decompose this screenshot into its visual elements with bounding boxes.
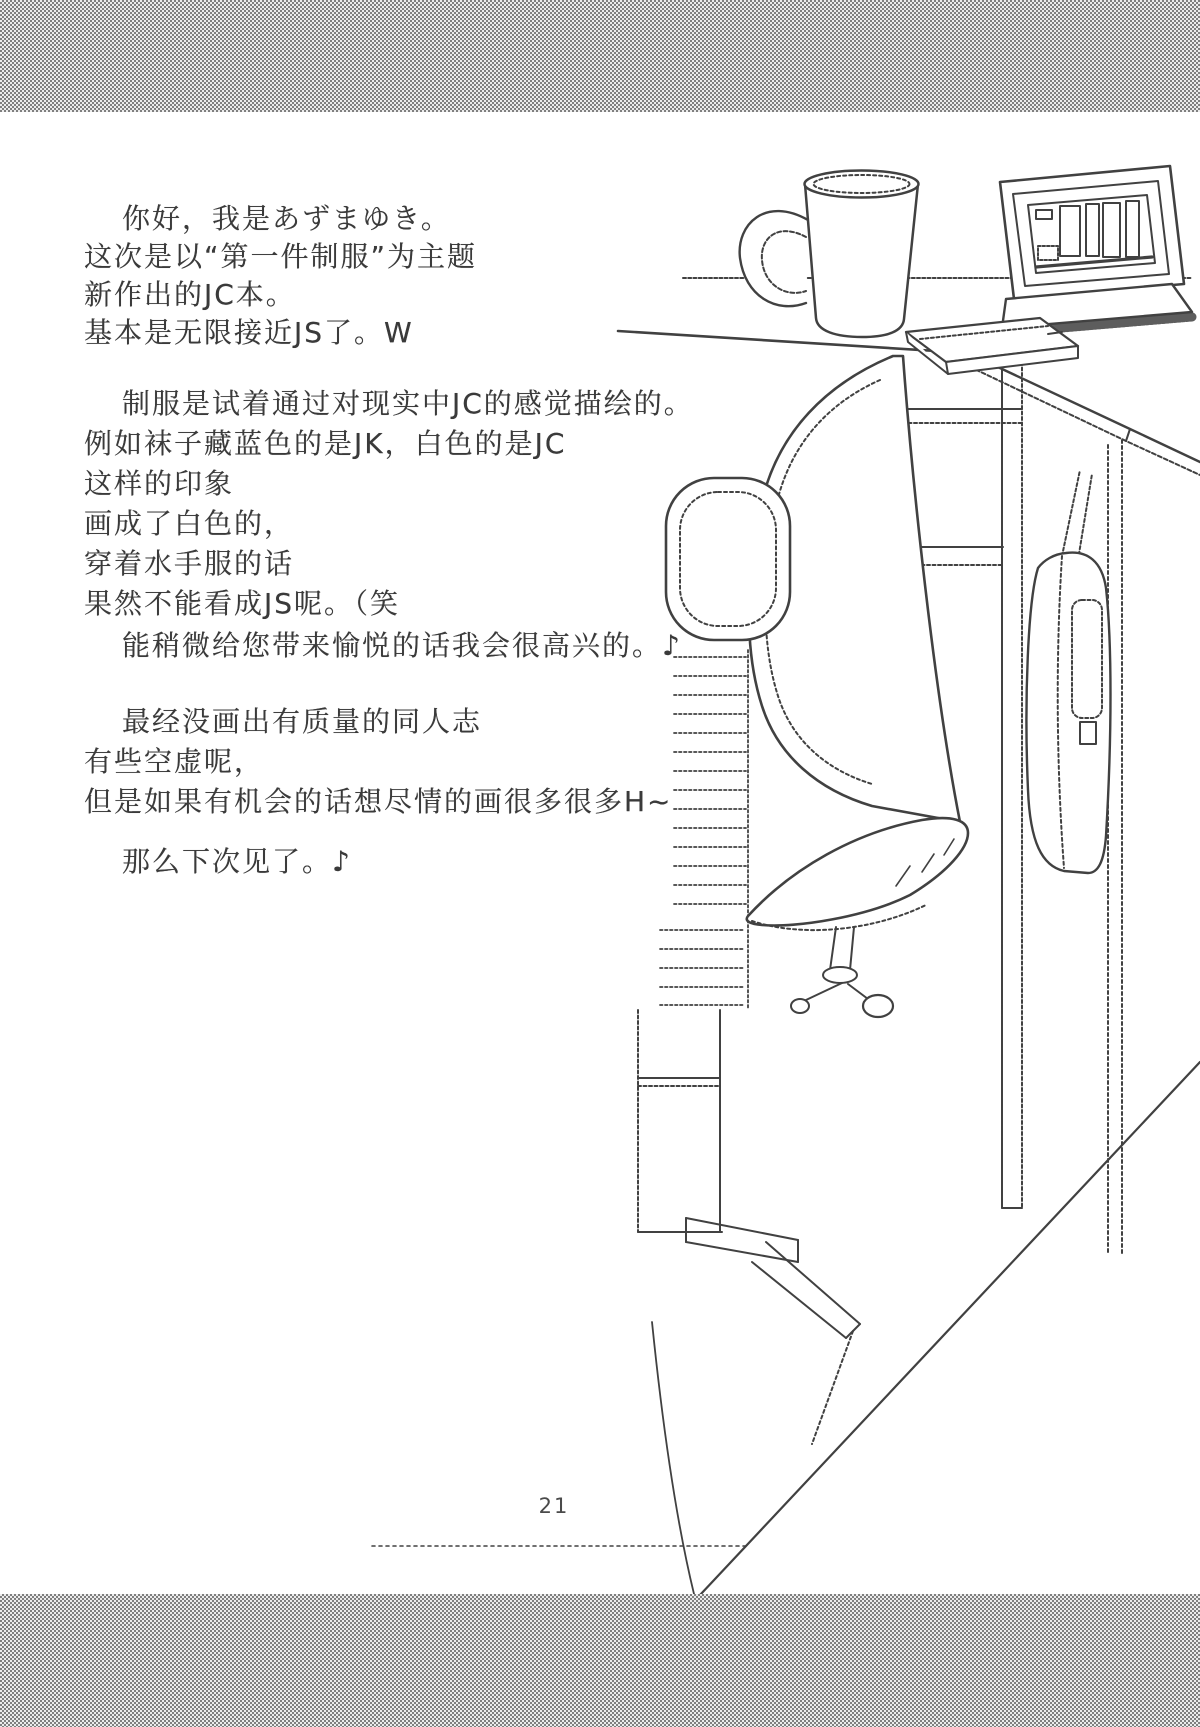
afterword-line: 最经没画出有质量的同人志 bbox=[122, 705, 483, 738]
slat-lines bbox=[660, 650, 748, 1008]
handheld-device bbox=[906, 318, 1078, 374]
afterword-paragraph bbox=[84, 200, 477, 352]
afterword-line: 那么下次见了。♪ bbox=[122, 845, 352, 878]
afterword-line: 画成了白色的， bbox=[84, 507, 295, 540]
afterword-line: 但是如果有机会的话想尽情的画很多很多H~ bbox=[84, 785, 673, 818]
page-number: 21 bbox=[538, 1494, 570, 1518]
afterword-line: 果然不能看成JS呢。（笑 bbox=[84, 587, 401, 620]
afterword-paragraph bbox=[84, 626, 682, 666]
afterword-paragraph bbox=[84, 842, 352, 882]
afterword-line: 这次是以“第一件制服”为主题 bbox=[84, 240, 478, 273]
afterword-line: 例如袜子藏蓝色的是JK，白色的是JC bbox=[84, 427, 567, 460]
afterword-line: 能稍微给您带来愉悦的话我会很高兴的。♪ bbox=[122, 629, 682, 662]
coffee-mug bbox=[740, 171, 919, 338]
afterword-line: 你好，我是あずまゆき。 bbox=[122, 202, 451, 235]
afterword-line: 新作出的JC本。 bbox=[84, 278, 296, 311]
afterword-paragraph bbox=[84, 384, 694, 624]
halftone-border-bottom bbox=[0, 1594, 1200, 1727]
afterword-line: 制服是试着通过对现实中JC的感觉描绘的。 bbox=[122, 387, 694, 420]
afterword-line: 这样的印象 bbox=[84, 467, 235, 500]
afterword-line: 穿着水手服的话 bbox=[84, 547, 295, 580]
office-chair bbox=[666, 356, 968, 1017]
shoulder-bag bbox=[1026, 470, 1110, 873]
afterword-line: 基本是无限接近JS了。W bbox=[84, 316, 414, 349]
afterword-paragraph bbox=[84, 702, 673, 822]
desktop-monitor bbox=[1000, 166, 1192, 333]
afterword-line: 有些空虚呢， bbox=[84, 745, 265, 778]
